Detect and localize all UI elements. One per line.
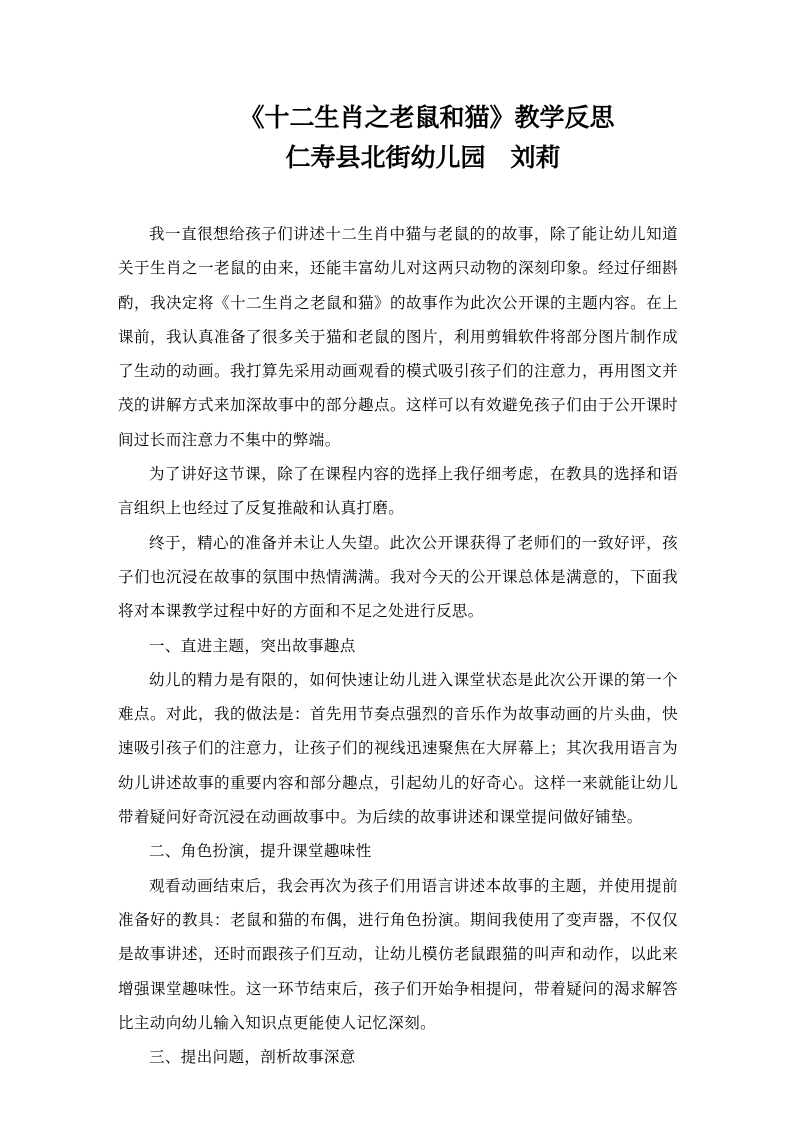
section-text-2: 观看动画结束后，我会再次为孩子们用语言讲述本故事的主题，并使用提前准备好的教具：老鼠和猫的布偶，进行角色扮演。期间我使用了变声器，不仅仅是故事讲述，还时而跟孩子们互动，让幼儿模仿老鼠跟猫的叫声和动作，以此来增强课堂趣味性。这一环节结束后，孩子们开始争相提问，带着疑问的渴求解答比主动向幼儿输入知识点更能使人记忆深刻。 <box>118 876 678 1032</box>
paragraph-preparation: 为了讲好这节课，除了在课程内容的选择上我仔细考虑，在教具的选择和语言组织上也经过了反复推敲和认真打磨。 <box>118 465 678 518</box>
section-heading-3: 三、提出问题，剖析故事深意 <box>149 1048 356 1067</box>
section-heading-1: 一、直进主题，突出故事趣点 <box>149 636 356 655</box>
paragraph-intro: 我一直很想给孩子们讲述十二生肖中猫与老鼠的的故事，除了能让幼儿知道关于生肖之一老鼠的由来，还能丰富幼儿对这两只动物的深刻印象。经过仔细斟酌，我决定将《十二生肖之老鼠和猫》的故事作为此次公开课的主题内容。在上课前，我认真准备了很多关于猫和老鼠的图片，利用剪辑软件将部分图片制作成了生动的动画。我打算先采用动画观看的模式吸引孩子们的注意力，再用图文并茂的讲解方式来加深故事中的部分趣点。这样可以有效避免孩子们由于公开课时间过长而注意力不集中的弊端。 <box>118 225 678 449</box>
paragraph-result: 终于，精心的准备并未让人失望。此次公开课获得了老师们的一致好评，孩子们也沉浸在故事的氛围中热情满满。我对今天的公开课总体是满意的，下面我将对本课教学过程中好的方面和不足之处进行反思。 <box>118 533 678 621</box>
title-block <box>0 98 794 178</box>
document-title: 《十二生肖之老鼠和猫》教学反思 <box>239 103 615 132</box>
document-body <box>118 217 678 1074</box>
section-heading-2: 二、角色扮演，提升课堂趣味性 <box>149 842 372 861</box>
author-line: 仁寿县北街幼儿园 刘莉 <box>285 143 561 172</box>
section-text-1: 幼儿的精力是有限的，如何快速让幼儿进入课堂状态是此次公开课的第一个难点。对此，我的做法是：首先用节奏点强烈的音乐作为故事动画的片头曲，快速吸引孩子们的注意力，让孩子们的视线迅速聚焦在大屏幕上；其次我用语言为幼儿讲述故事的重要内容和部分趣点，引起幼儿的好奇心。这样一来就能让幼儿带着疑问好奇沉浸在动画故事中。为后续的故事讲述和课堂提问做好铺垫。 <box>118 670 678 827</box>
